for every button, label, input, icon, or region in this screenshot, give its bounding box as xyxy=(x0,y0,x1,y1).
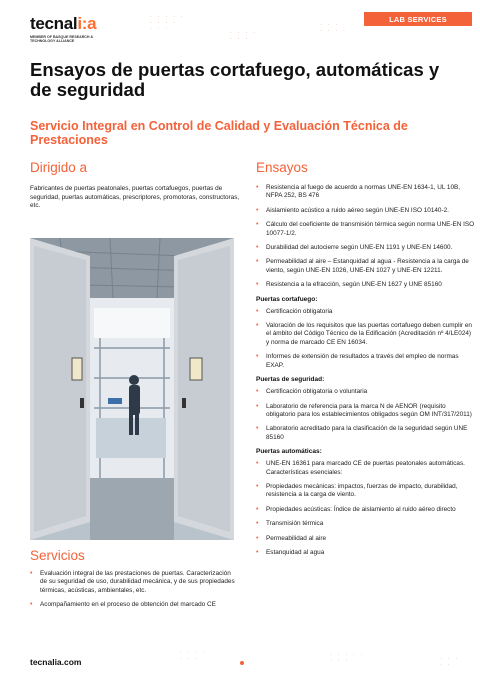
decorative-dots: · · · · · · · xyxy=(180,650,207,662)
automaticas-item: • UNE-EN 16361 para marcado CE de puertas peatonales automáticas. Características esenciales: xyxy=(256,460,476,477)
lab-services-badge: LAB SERVICES xyxy=(364,12,472,26)
ensayos-item: • Aislamiento acústico a ruido aéreo según UNE-EN ISO 10140-2. xyxy=(256,207,476,215)
ensayos-item: • Durabilidad del autocierre según UNE-EN 1191 y UNE-EN 14600. xyxy=(256,244,476,252)
cortafuego-item: • Valoración de los requisitos que las puertas cortafuego deben cumplir en el ámbito del Código Técnico de la Edificación (Acreditación nº 4/LE024) y norma de marcado CE EN 16034. xyxy=(256,322,476,347)
accent-dot xyxy=(240,661,244,665)
servicios-item: • Evaluación integral de las prestaciones de puertas. Caracterización de su seguridad de uso, durabilidad mecánica, y de sus propiedades térmicas, acústicas, ambientales, etc. xyxy=(30,570,238,595)
page-subtitle: Servicio Integral en Control de Calidad y Evaluación Técnica de Prestaciones xyxy=(30,119,408,147)
ensayos-section xyxy=(256,184,476,563)
seguridad-item: • Certificación obligatoria o voluntaria xyxy=(256,388,476,396)
automaticas-group-title: Puertas automáticas: xyxy=(256,448,322,456)
seguridad-item: • Laboratorio acreditado para la clasificación de la seguridad según UNE 85160 xyxy=(256,425,476,442)
decorative-dots: · · · · · · · · xyxy=(330,652,365,664)
cortafuego-item: • Informes de extensión de resultados a través del empleo de normas EXAP. xyxy=(256,353,476,370)
cortafuego-item: • Certificación obligatoria xyxy=(256,308,476,316)
decorative-dots: · · · · · xyxy=(440,656,460,668)
servicios-heading: Servicios xyxy=(30,548,85,563)
automaticas-item: • Transmisión térmica xyxy=(256,520,476,528)
ensayos-item: • Resistencia a la efracción, según UNE-EN 1627 y UNE 85160 xyxy=(256,281,476,289)
servicios-section xyxy=(30,570,238,616)
automaticas-item: • Estanquidad al agua xyxy=(256,549,476,557)
decorative-dots: · · · · · · · · · · · · xyxy=(150,14,185,32)
page-title: Ensayos de puertas cortafuego, automáticas y de seguridad xyxy=(30,59,440,100)
footer-url[interactable]: tecnalia.com xyxy=(30,657,82,667)
seguridad-group-title: Puertas de seguridad: xyxy=(256,376,325,384)
logo-tagline: MEMBER OF BASQUE RESEARCH & TECHNOLOGY ALLIANCE xyxy=(30,35,94,44)
seguridad-item: • Laboratorio de referencia para la marca N de AENOR (requisito obligatorio para los establecimientos obligados según OM INT/317/2011) xyxy=(256,403,476,420)
decorative-dots: · · · · · · · xyxy=(230,30,257,42)
automaticas-item: • Permeabilidad al aire xyxy=(256,535,476,543)
ensayos-item: • Resistencia al fuego de acuerdo a normas UNE-EN 1634-1, UL 10B, NFPA 252, BS 476 xyxy=(256,184,476,201)
decorative-dots: · · · · · · · xyxy=(320,22,347,34)
ensayos-item: • Permeabilidad al aire – Estanquidad al agua - Resistencia a la carga de viento, según UNE-EN 1026, UNE-EN 1027 y UNE-EN 12211. xyxy=(256,258,476,275)
ensayos-item: • Cálculo del coeficiente de transmisión térmica según norma UNE-EN ISO 10077-1/2. xyxy=(256,221,476,238)
cortafuego-group-title: Puertas cortafuego: xyxy=(256,295,318,303)
dirigido-text: Fabricantes de puertas peatonales, puertas cortafuegos, puertas de seguridad, puertas automáticas, prescriptores, promotoras, constructoras, etc. xyxy=(30,185,240,210)
logo-wordmark: tecnali:a xyxy=(30,14,97,33)
tecnalia-logo xyxy=(30,14,100,44)
automaticas-item: • Propiedades mecánicas: impactos, fuerzas de impacto, durabilidad, resistencia a la carga de viento. xyxy=(256,483,476,500)
dirigido-heading: Dirigido a xyxy=(30,160,88,175)
automaticas-item: • Propiedades acústicas: Índice de aislamiento al ruido aéreo directo xyxy=(256,506,476,514)
fire-door-photo xyxy=(30,238,234,540)
servicios-item: • Acompañamiento en el proceso de obtención del marcado CE xyxy=(30,601,238,609)
ensayos-heading: Ensayos xyxy=(256,160,308,175)
